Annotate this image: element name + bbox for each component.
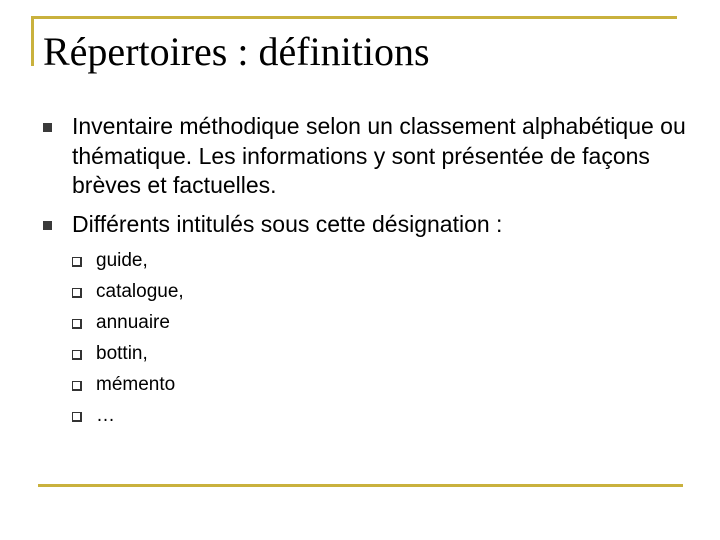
checkbox-bullet-icon — [72, 319, 82, 329]
sub-bullet-item — [96, 311, 170, 335]
sub-bullet-item — [96, 280, 184, 304]
sub-bullet-item — [96, 373, 175, 397]
bottom-rule — [38, 484, 683, 487]
checkbox-bullet-icon — [72, 350, 82, 360]
checkbox-bullet-icon — [72, 412, 82, 422]
checkbox-bullet-icon — [72, 288, 82, 298]
sub-bullet-text: annuaire — [96, 312, 170, 333]
sub-bullet-item — [96, 249, 148, 273]
sub-bullet-text: guide, — [96, 250, 148, 271]
sub-bullet-text: … — [96, 405, 115, 426]
checkbox-bullet-icon — [72, 257, 82, 267]
bullet-item — [72, 210, 692, 240]
square-bullet-icon — [43, 221, 52, 230]
top-rule — [33, 16, 677, 19]
bullet-text: Inventaire méthodique selon un classement alphabétique ou thématique. Les informations y sont présentée de façons brèves et factuelles. — [72, 113, 686, 198]
sub-bullet-text: catalogue, — [96, 281, 184, 302]
checkbox-bullet-icon — [72, 381, 82, 391]
sub-bullet-text: bottin, — [96, 343, 148, 364]
sub-bullet-text: mémento — [96, 374, 176, 395]
sub-bullet-item — [96, 404, 115, 428]
sub-bullet-item — [96, 342, 148, 366]
left-rule — [31, 16, 34, 66]
bullet-text: Différents intitulés sous cette désignation : — [72, 211, 503, 237]
square-bullet-icon — [43, 123, 52, 132]
slide-title: Répertoires : définitions — [43, 29, 430, 74]
bullet-item — [72, 112, 692, 201]
